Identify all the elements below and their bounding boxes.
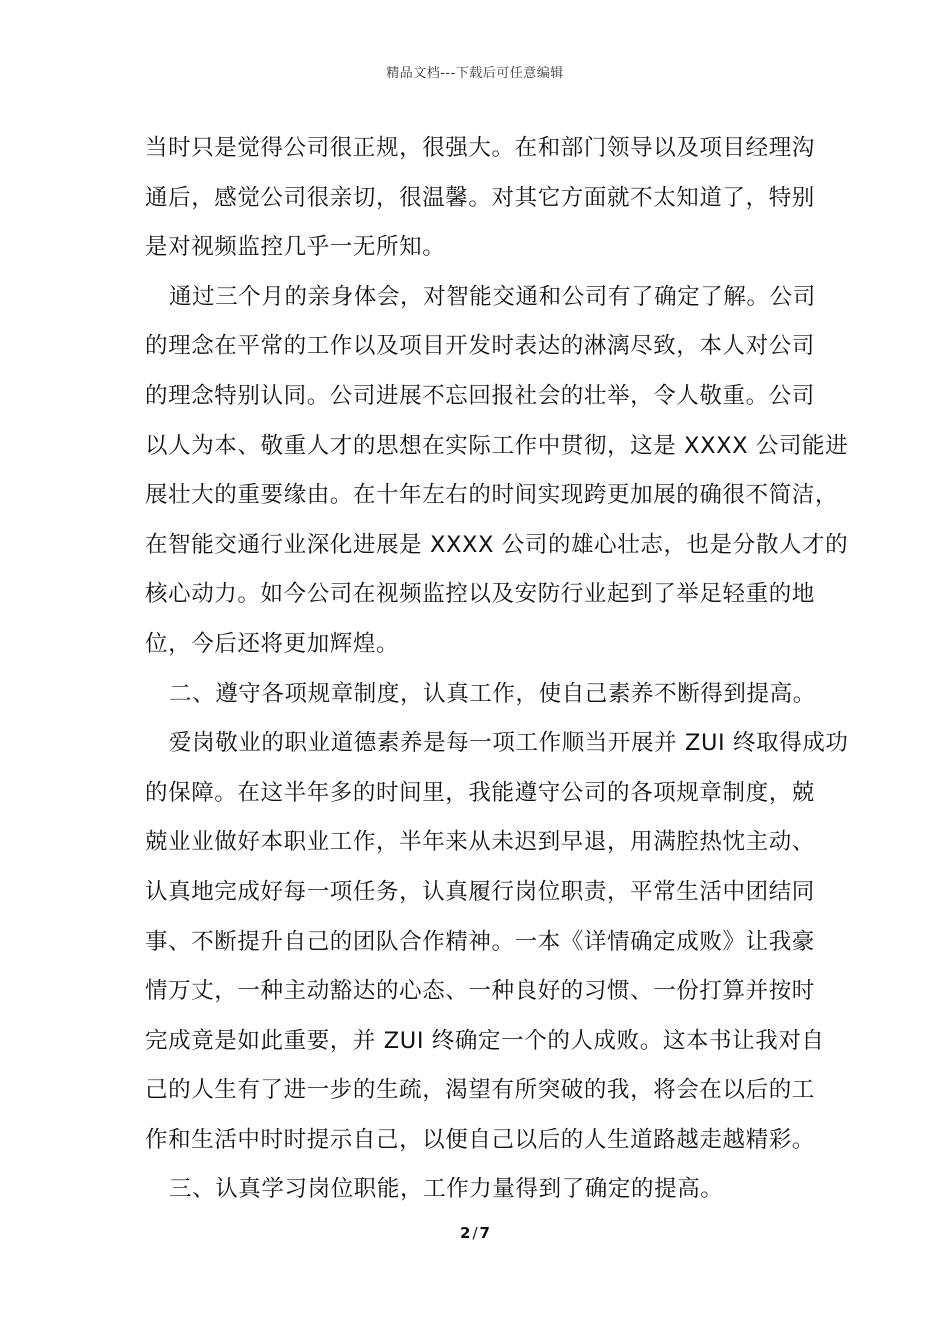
text-line: 完成竟是如此重要，并 ZUI 终确定一个的人成败。这本书让我对自 [145,1027,825,1054]
page-separator: / [472,1224,478,1242]
text-line: 展壮大的重要缘由。在十年左右的时间实现跨更加展的确很不简洁， [145,482,839,509]
current-page: 2 [460,1224,471,1242]
text-line: 作和生活中时时提示自己，以便自己以后的人生道路越走越精彩。 [145,1126,815,1153]
section-heading-3: 三、认真学习岗位职能，工作力量得到了确定的提高。 [169,1176,724,1203]
text-line: 的保障。在这半年多的时间里，我能遵守公司的各项规章制度，兢 [145,779,815,806]
paragraph-first-line: 爱岗敬业的职业道德素养是每一项工作顺当开展并 ZUI 终取得成功 [169,730,849,757]
text-line: 的理念在平常的工作以及项目开发时表达的淋漓尽致，本人对公司 [145,333,815,360]
text-line: 认真地完成好每一项任务，认真履行岗位职责，平常生活中团结同 [145,878,815,905]
text-line: 在智能交通行业深化进展是 XXXX 公司的雄心壮志，也是分散人才的 [145,531,849,558]
text-line: 是对视频监控几乎一无所知。 [145,234,446,261]
text-line: 兢业业做好本职业工作，半年来从未迟到早退，用满腔热忱主动、 [145,829,815,856]
text-line: 的理念特别认同。公司进展不忘回报社会的壮举，令人敬重。公司 [145,382,815,409]
text-line: 情万丈，一种主动豁达的心态、一种良好的习惯、一份打算并按时 [145,978,815,1005]
text-line: 当时只是觉得公司很正规，很强大。在和部门领导以及项目经理沟 [145,135,815,161]
paragraph-first-line: 通过三个月的亲身体会，对智能交通和公司有了确定了解。公司 [169,283,816,310]
section-heading-2: 二、遵守各项规章制度，认真工作，使自己素养不断得到提高。 [169,680,816,707]
text-line: 位，今后还将更加辉煌。 [145,630,400,657]
text-line: 事、不断提升自己的团队合作精神。一本《详情确定成败》让我豪 [145,928,815,955]
text-line: 以人为本、敬重人才的思想在实际工作中贯彻，这是 XXXX 公司能进 [145,432,849,459]
text-line: 核心动力。如今公司在视频监控以及安防行业起到了举足轻重的地 [145,581,815,608]
page-header: 精品文档---下载后可任意编辑 [386,66,564,81]
document-body [145,124,849,1215]
total-pages: 7 [479,1224,490,1242]
page-number [0,1224,950,1242]
text-line: 通后，感觉公司很亲切，很温馨。对其它方面就不太知道了，特别 [145,184,815,211]
text-line: 己的人生有了进一步的生疏，渴望有所突破的我，将会在以后的工 [145,1077,815,1104]
